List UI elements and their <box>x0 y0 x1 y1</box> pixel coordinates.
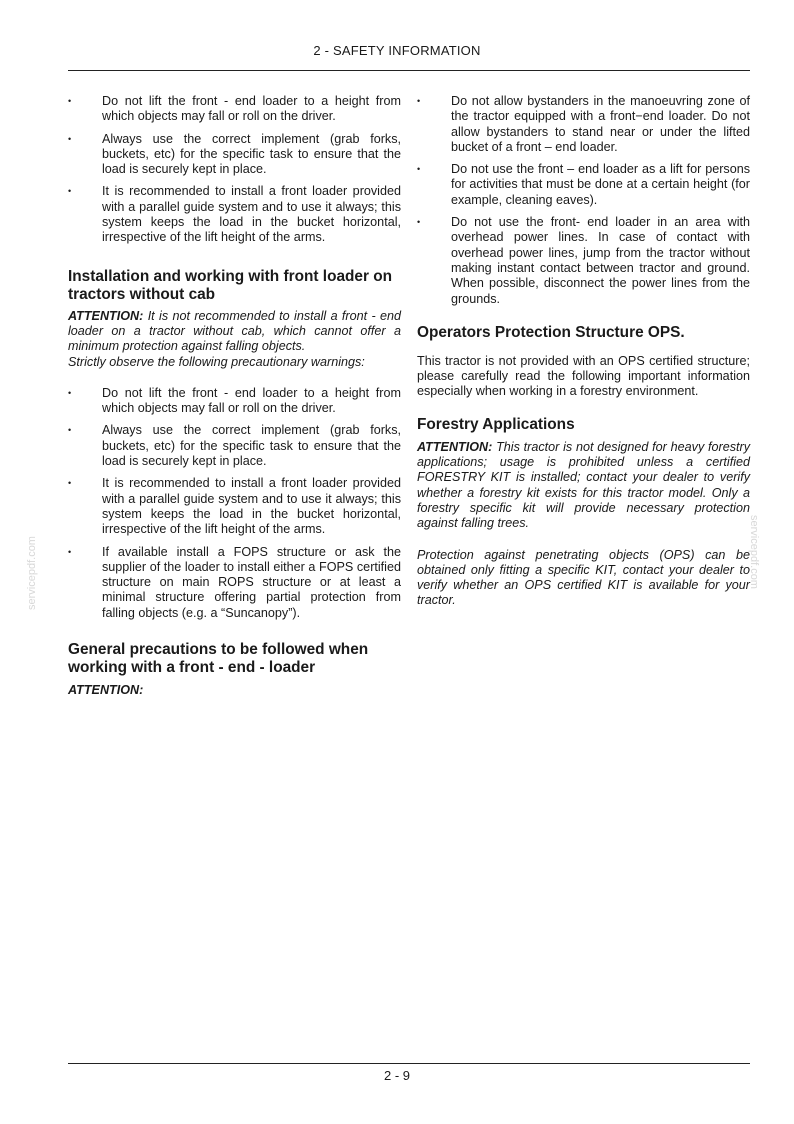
page-number: 2 - 9 <box>383 1068 410 1083</box>
section-title-ops: Operators Protection Structure OPS. <box>417 323 685 341</box>
list-item: • Always use the correct implement (grab forks, buckets, etc) for the specific task to ensure that the load is securely kept in place. <box>68 131 401 177</box>
bullet-icon: • <box>417 217 421 228</box>
list-item: • Do not allow bystanders in the manoeuvring zone of the tractor equipped with a front−end loader. Do not allow bystanders to stand near or under the lifted bucket of a front – end loader. <box>417 94 750 154</box>
watermark-left: servicepdf.com <box>26 536 38 610</box>
list-item: • It is recommended to install a front loader provided with a parallel guide system and to use it always; this system keeps the load in the bucket horizontal, irrespective of the lift height of the arms. <box>68 184 401 245</box>
attention-label-general: ATTENTION: <box>68 683 144 698</box>
list-item: • It is recommended to install a front loader provided with a parallel guide system and to use it always; this system keeps the load in the bucket horizontal, irrespective of the lift height of the arms. <box>68 476 401 537</box>
page-header-title: 2 - SAFETY INFORMATION <box>313 43 481 58</box>
left-column <box>68 94 401 698</box>
list-item: • If available install a FOPS structure or ask the supplier of the loader to install either a FOPS certified structure on main ROPS structure or at least a minimal structure offering partial protection from falling objects (e.g. a “Suncanopy”). <box>68 544 401 620</box>
bullet-icon: • <box>68 425 72 436</box>
header-rule <box>68 70 750 71</box>
bullet-icon: • <box>68 387 72 398</box>
attention-label: ATTENTION: <box>417 439 493 454</box>
attention-paragraph-no-cab: ATTENTION: It is not recommended to install a front - end loader on a tractor without cab, which cannot offer a minimum protection against falling objects. <box>68 308 402 354</box>
bullet-icon: • <box>68 546 72 557</box>
section-title-general-precautions: General precautions to be followed when working with a front - end - loader <box>68 641 369 677</box>
section-title-forestry: Forestry Applications <box>417 415 575 433</box>
ops-paragraph: This tractor is not provided with an OPS certified structure; please carefully read the following important information especially when working in a forestry environment. <box>417 353 750 399</box>
attention-paragraph-forestry: ATTENTION: This tractor is not designed for heavy forestry applications; usage is prohibited unless a certified FORESTRY KIT is installed; contact your dealer to verify whether a forestry kit exists for this tractor model. Only a forestry specific kit will provide necessary protection against falling trees. <box>417 439 750 531</box>
list-item: • Always use the correct implement (grab forks, buckets, etc) for the specific task to ensure that the load is securely kept in place. <box>68 423 401 469</box>
bullet-icon: • <box>417 164 421 175</box>
watermark-right: servicepdf.com <box>748 515 760 589</box>
section-title-no-cab: Installation and working with front loader on tractors without cab <box>68 267 393 303</box>
footer-rule <box>68 1063 750 1064</box>
list-item: • Do not lift the front - end loader to a height from which objects may fall or roll on the driver. <box>68 385 401 416</box>
bullet-icon: • <box>417 96 421 106</box>
attention-label: ATTENTION: <box>68 308 144 323</box>
precaution-intro: Strictly observe the following precautionary warnings: <box>68 354 365 369</box>
bullet-list-no-cab <box>68 386 401 621</box>
list-item: • Do not use the front- end loader in an area with overhead power lines. In case of contact with overhead power lines, jump from the tractor without making instant contact between tractor and ground. When possible, disconnect the power lines from the grounds. <box>417 215 750 306</box>
bullet-icon: • <box>68 133 72 144</box>
bullet-list-loader-general <box>68 94 401 246</box>
bullet-icon: • <box>68 96 72 106</box>
bullet-icon: • <box>68 478 72 489</box>
ops-kit-paragraph: Protection against penetrating objects (OPS) can be obtained only fitting a specific KIT, contact your dealer to verify whether an OPS certified KIT is available for your tractor. <box>417 547 750 608</box>
right-column <box>417 94 750 609</box>
bullet-list-bystanders <box>417 94 750 307</box>
list-item: • Do not use the front – end loader as a lift for persons for activities that must be done at a certain height (for example, cleaning eaves). <box>417 162 750 207</box>
list-item: • Do not lift the front - end loader to a height from which objects may fall or roll on the driver. <box>68 94 401 124</box>
bullet-icon: • <box>68 186 72 197</box>
